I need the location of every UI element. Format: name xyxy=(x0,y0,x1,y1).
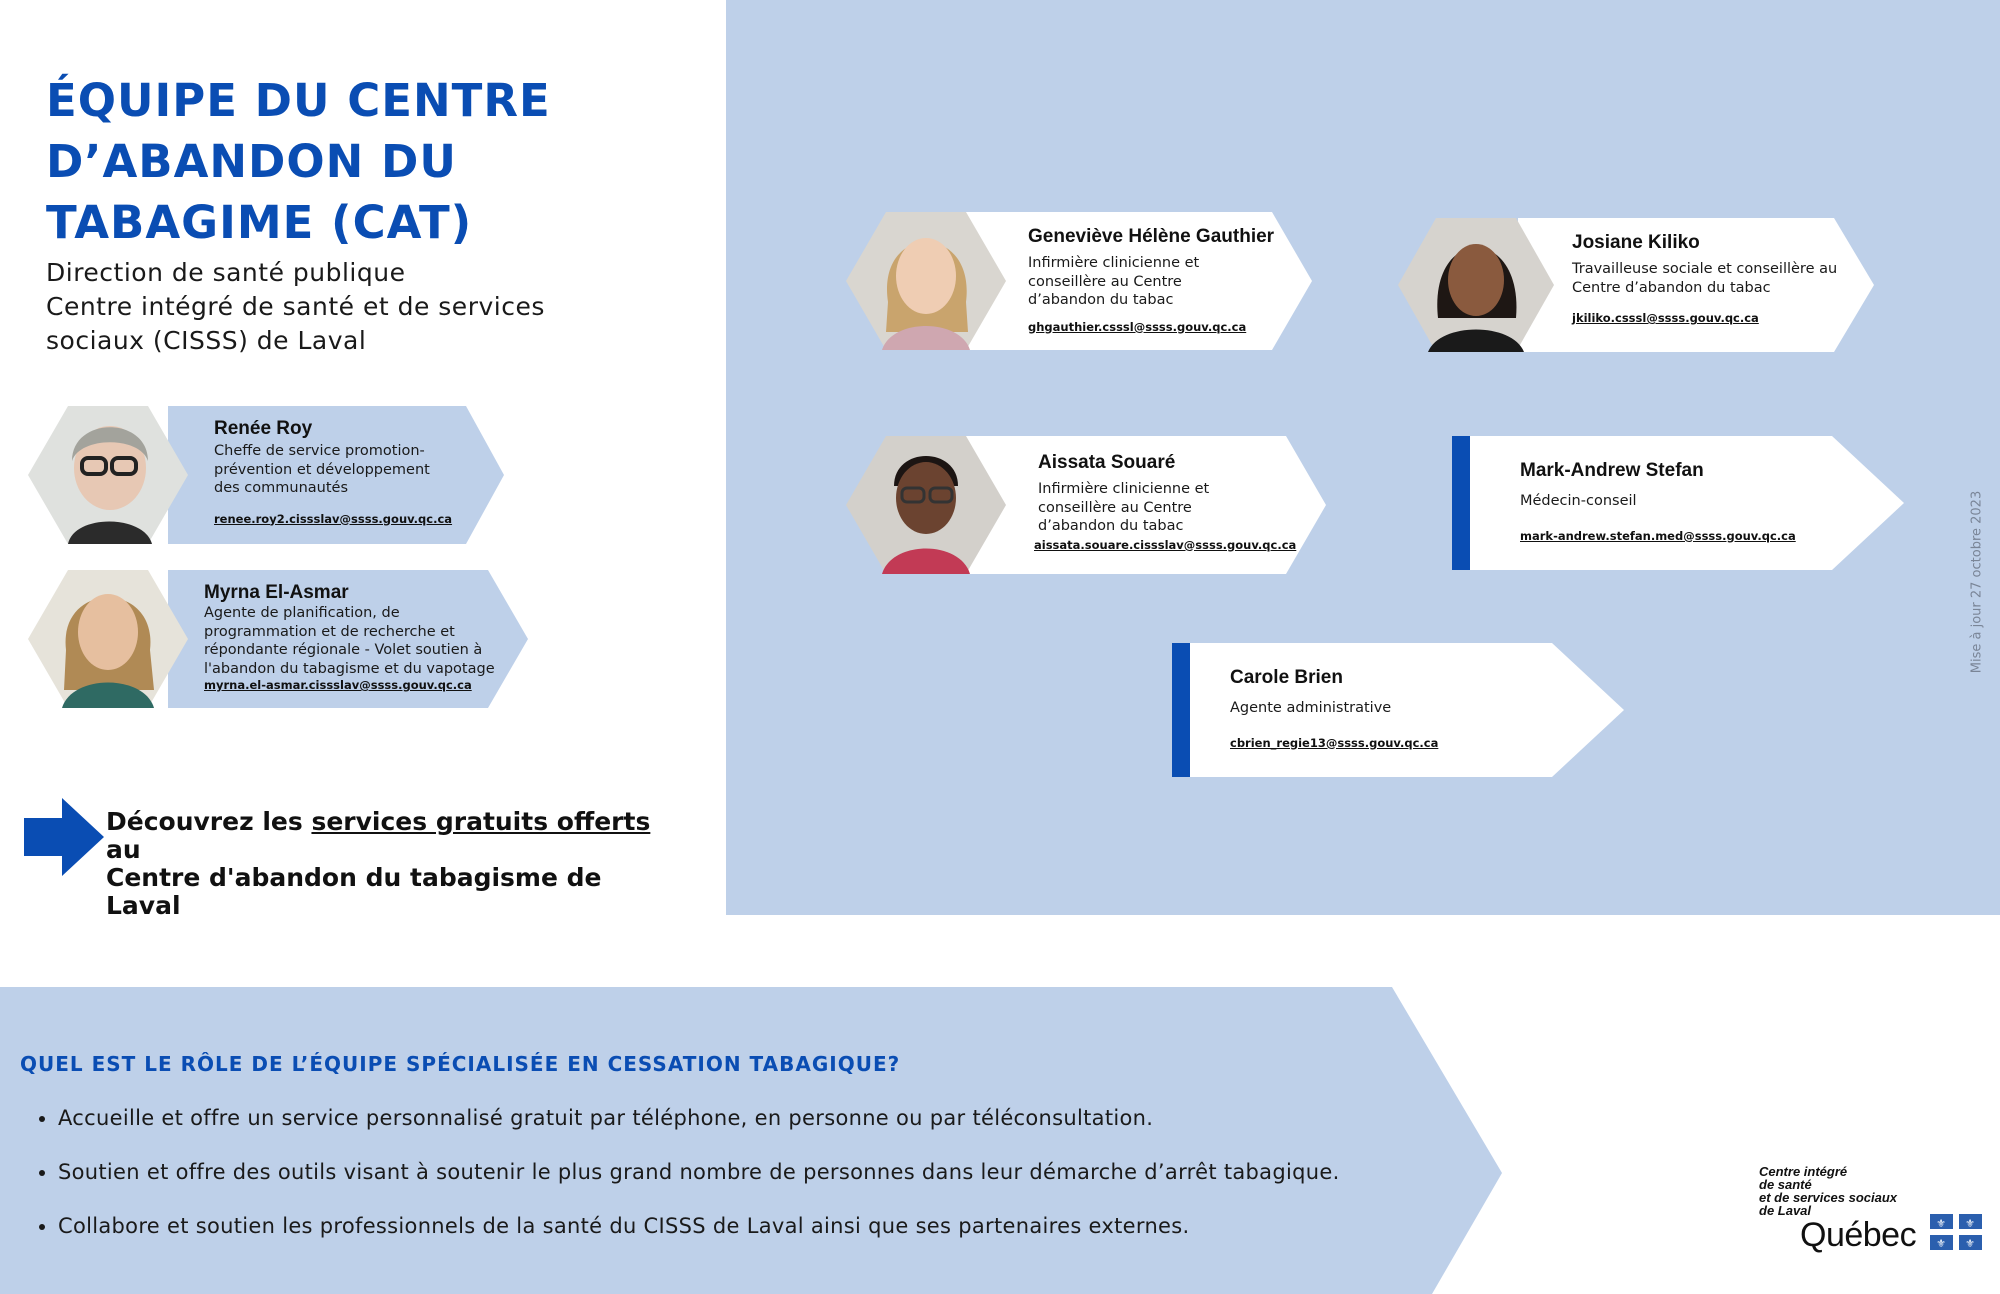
member-name: Geneviève Hélène Gauthier xyxy=(1028,226,1275,247)
role-section-title: QUEL EST LE RÔLE DE L’ÉQUIPE SPÉCIALISÉE EN CESSATION TABAGIQUE? xyxy=(20,1052,901,1076)
member-email-link[interactable]: mark-andrew.stefan.med@ssss.gouv.qc.ca xyxy=(1520,528,1796,543)
member-email-link[interactable]: jkiliko.csssl@ssss.gouv.qc.ca xyxy=(1572,311,1759,325)
member-email-link[interactable]: cbrien_regie13@ssss.gouv.qc.ca xyxy=(1230,735,1439,750)
portrait-photo xyxy=(846,212,1006,350)
member-role: Cheffe de service promotion- prévention et développement des communautés xyxy=(214,443,430,496)
member-email-link[interactable]: renee.roy2.cissslav@ssss.gouv.qc.ca xyxy=(214,511,453,526)
member-email-link[interactable]: ghgauthier.csssl@ssss.gouv.qc.ca xyxy=(1028,319,1247,334)
portrait-photo xyxy=(846,436,1006,574)
page-title: ÉQUIPE DU CENTRE D’ABANDON DU TABAGIME (CAT) xyxy=(46,74,551,249)
cisss-logo-text: Centre intégré de santé et de services sociaux de Laval xyxy=(1759,1164,1898,1218)
member-role: Travailleuse sociale et conseillère au Centre d’abandon du tabac xyxy=(1572,261,1838,296)
svg-text:⚜: ⚜ xyxy=(1965,1217,1975,1230)
member-name: Renée Roy xyxy=(214,418,313,439)
member-name: Mark-Andrew Stefan xyxy=(1520,460,1704,481)
member-role: Médecin-conseil xyxy=(1520,493,1637,509)
member-role: Infirmière clinicienne et conseillère au Centre d’abandon du tabac xyxy=(1038,481,1210,534)
member-card-aissata-souare xyxy=(846,436,1326,574)
member-name: Aissata Souaré xyxy=(1038,452,1176,473)
page-subtitle: Direction de santé publique Centre intégré de santé et de services sociaux (CISSS) de Laval xyxy=(46,258,545,355)
member-name: Myrna El-Asmar xyxy=(204,582,349,603)
member-name: Josiane Kiliko xyxy=(1572,232,1700,253)
portrait-photo xyxy=(28,406,188,544)
arrow-right-icon xyxy=(24,798,104,876)
svg-text:⚜: ⚜ xyxy=(1965,1237,1975,1250)
member-card-carole-brien xyxy=(1172,643,1624,777)
member-role: Agente de planification, de programmation et de recherche et répondante régionale - Volet soutien à l'abandon du tabagisme et du vapotage xyxy=(204,605,495,677)
list-item: • Accueille et offre un service personnalisé gratuit par téléphone, en personne ou par téléconsultation. xyxy=(58,1100,1458,1154)
member-email-link[interactable]: aissata.souare.cissslav@ssss.gouv.qc.ca xyxy=(1034,537,1297,552)
svg-text:⚜: ⚜ xyxy=(1936,1237,1946,1250)
member-card-josiane-kiliko xyxy=(1398,218,1874,352)
member-card-renee-roy xyxy=(28,406,504,544)
role-list xyxy=(24,1100,1458,1262)
services-link[interactable]: services gratuits offerts xyxy=(311,807,651,836)
update-date: Mise à jour 27 octobre 2023 xyxy=(1969,490,1985,674)
member-role: Infirmière clinicienne et conseillère au Centre d’abandon du tabac xyxy=(1028,255,1200,308)
quebec-wordmark: Québec xyxy=(1800,1216,1917,1254)
portrait-photo xyxy=(1398,218,1554,352)
list-item: • Collabore et soutien les professionnels de la santé du CISSS de Laval ainsi que ses partenaires externes. xyxy=(58,1208,1458,1262)
quebec-flag-icon xyxy=(1930,1214,1982,1250)
member-email-link[interactable]: myrna.el-asmar.cissslav@ssss.gouv.qc.ca xyxy=(204,678,472,692)
member-card-genevieve-gauthier xyxy=(846,212,1312,350)
member-card-mark-andrew-stefan xyxy=(1452,436,1904,570)
list-item: • Soutien et offre des outils visant à soutenir le plus grand nombre de personnes dans leur démarche d’arrêt tabagique. xyxy=(58,1154,1458,1208)
member-card-myrna-el-asmar xyxy=(28,570,528,708)
svg-text:⚜: ⚜ xyxy=(1936,1217,1946,1230)
discover-services-text: Découvrez les services gratuits offerts au Centre d'abandon du tabagisme de Laval xyxy=(106,807,651,920)
member-role: Agente administrative xyxy=(1230,700,1392,716)
member-name: Carole Brien xyxy=(1230,667,1343,688)
portrait-photo xyxy=(28,570,188,708)
